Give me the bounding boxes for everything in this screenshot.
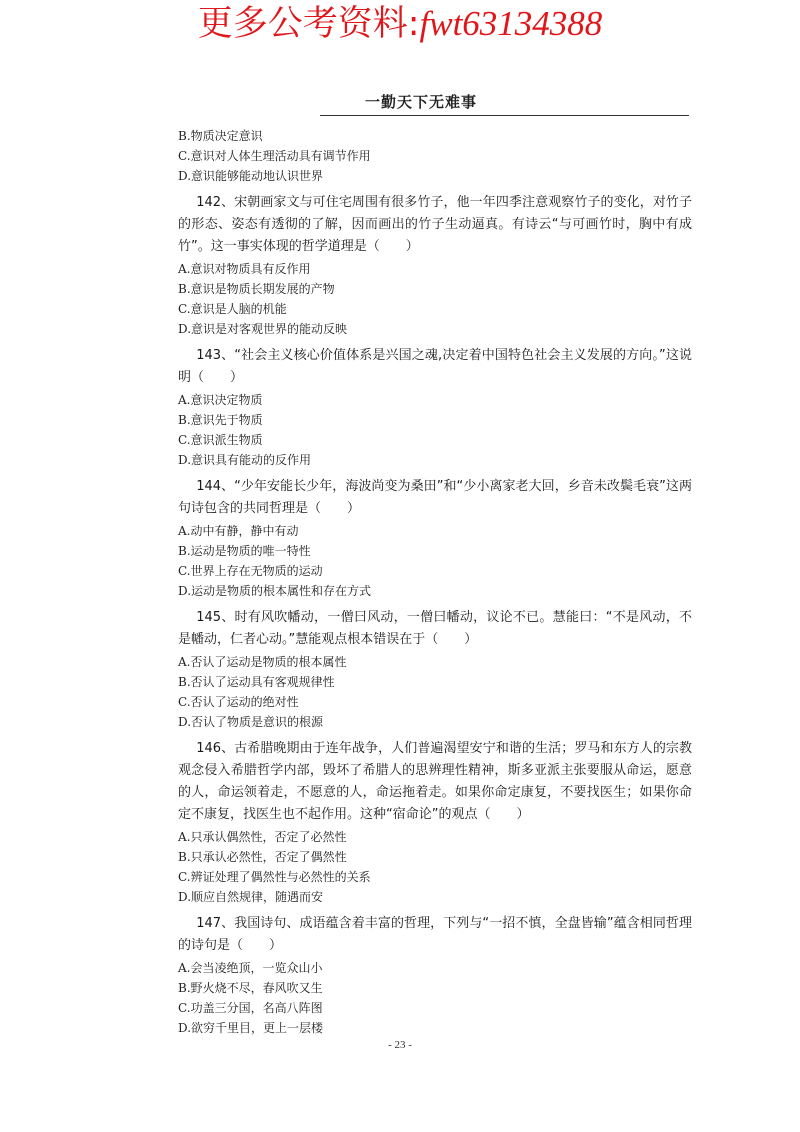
- question-list: [178, 126, 692, 1038]
- option-b: B.野火烧不尽，春风吹又生: [178, 981, 323, 995]
- option-b: B.意识是物质长期发展的产物: [178, 282, 335, 296]
- option-c: C.功盖三分国，名高八阵图: [178, 1001, 323, 1015]
- question-145: [178, 607, 692, 732]
- option-b: B.否认了运动具有客观规律性: [178, 675, 335, 689]
- option-a: A.动中有静，静中有动: [178, 524, 299, 538]
- option: C.意识对人体生理活动具有调节作用: [178, 149, 371, 163]
- option-b: B.意识先于物质: [178, 413, 263, 427]
- option-a: A.意识决定物质: [178, 393, 263, 407]
- option-c: C.世界上存在无物质的运动: [178, 564, 323, 578]
- option-a: A.否认了运动是物质的根本属性: [178, 655, 347, 669]
- option-a: A.会当凌绝顶，一览众山小: [178, 961, 323, 975]
- question-146: [178, 738, 692, 907]
- option-a: A.只承认偶然性，否定了必然性: [178, 830, 347, 844]
- option-d: D.欲穷千里目，更上一层楼: [178, 1021, 324, 1035]
- option: D.意识能够能动地认识世界: [178, 169, 324, 183]
- option-c: C.辨证处理了偶然性与必然性的关系: [178, 870, 371, 884]
- option-d: D.意识具有能动的反作用: [178, 453, 312, 467]
- option-d: D.意识是对客观世界的能动反映: [178, 322, 348, 336]
- option-b: B.只承认必然性，否定了偶然性: [178, 850, 347, 864]
- option: B.物质决定意识: [178, 129, 263, 143]
- question-147: [178, 913, 692, 1038]
- option-c: C.意识派生物质: [178, 433, 263, 447]
- promo-banner-text: 更多公考资料:: [197, 4, 420, 44]
- page-number: - 23 -: [388, 1039, 412, 1051]
- promo-banner-contact: fwt63134388: [419, 4, 603, 43]
- question-143: [178, 345, 692, 470]
- question-stem: 145、时有风吹幡动，一僧曰风动，一僧曰幡动，议论不已。慧能曰：“不是风动，不是幡动，仁者心动。”慧能观点根本错误在于（ ）: [178, 610, 692, 647]
- question-stem: 143、“社会主义核心价值体系是兴国之魂,决定着中国特色社会主义发展的方向。”这说明（ ）: [178, 348, 692, 385]
- question-stem: 146、古希腊晚期由于连年战争，人们普遍渴望安宁和谐的生活；罗马和东方人的宗教观念侵入希腊哲学内部，毁坏了希腊人的思辨理性精神，斯多亚派主张要服从命运，愿意的人，命运领着走，不愿意的人，命运拖着走。如果你命定康复，不要找医生；如果你命定不康复，找医生也不起作用。这种“宿命论”的观点（ ）: [178, 741, 692, 822]
- option-d: D.顺应自然规律，随遇而安: [178, 890, 324, 904]
- question-stem: 144、“少年安能长少年，海波尚变为桑田”和“少小离家老大回，乡音未改鬓毛衰”这两句诗包含的共同哲理是（ ）: [178, 479, 692, 516]
- question-144: [178, 476, 692, 601]
- option-d: D.否认了物质是意识的根源: [178, 715, 324, 729]
- page-header-title: 一勤天下无难事: [365, 93, 478, 111]
- question-142: [178, 192, 692, 339]
- continued-options: [178, 126, 692, 186]
- option-c: C.否认了运动的绝对性: [178, 695, 299, 709]
- option-a: A.意识对物质具有反作用: [178, 262, 311, 276]
- option-c: C.意识是人脑的机能: [178, 302, 287, 316]
- question-stem: 142、宋朝画家文与可住宅周围有很多竹子，他一年四季注意观察竹子的变化，对竹子的形态、姿态有透彻的了解，因而画出的竹子生动逼真。有诗云“与可画竹时，胸中有成竹”。这一事实体现的哲学道理是（ ）: [178, 195, 692, 254]
- question-stem: 147、我国诗句、成语蕴含着丰富的哲理，下列与“一招不慎，全盘皆输”蕴含相同哲理的诗句是（ ）: [178, 916, 692, 953]
- option-b: B.运动是物质的唯一特性: [178, 544, 311, 558]
- option-d: D.运动是物质的根本属性和存在方式: [178, 584, 372, 598]
- header-divider: [320, 115, 689, 116]
- promo-banner: [0, 2, 800, 46]
